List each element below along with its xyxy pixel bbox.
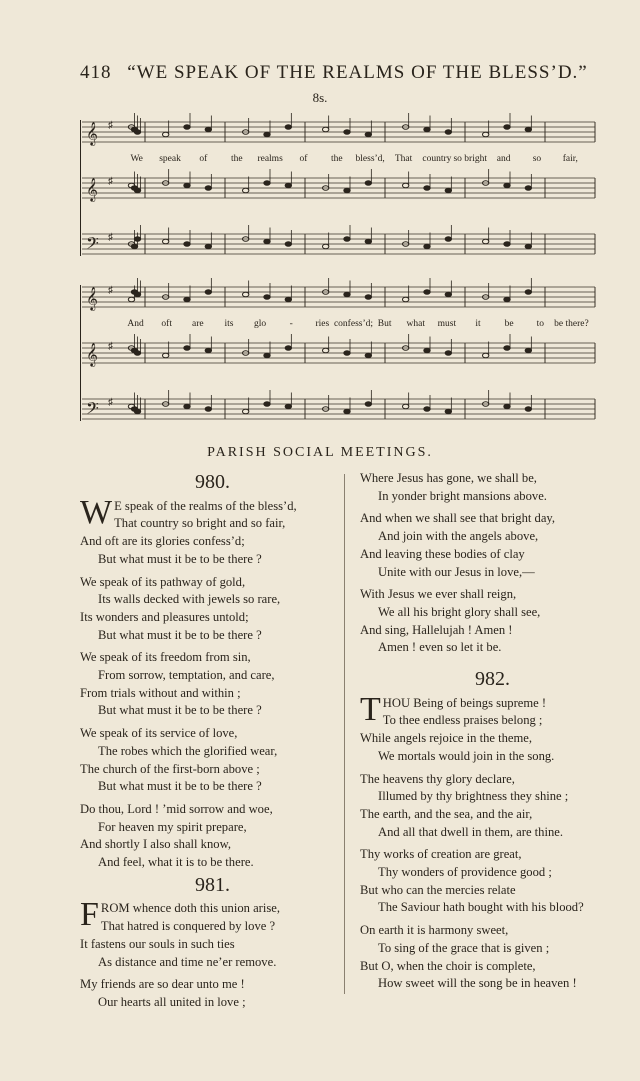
note-head (402, 297, 408, 302)
verse-line: We mortals would join in the song. (378, 748, 555, 763)
stanza (80, 976, 345, 1011)
lyric-word: to (536, 319, 544, 329)
key-signature-sharp-icon: ♯ (108, 397, 113, 408)
verse-line: And leaving these bodies of clay (360, 546, 525, 561)
note-head (525, 244, 531, 249)
lyric-word: realms (257, 154, 283, 164)
note-head (134, 409, 140, 414)
verse-line: We speak of its freedom from sin, (80, 650, 251, 665)
note-head (504, 183, 510, 188)
note-head (285, 125, 291, 130)
verse-line: We speak of its pathway of gold, (80, 574, 246, 589)
verse-line: In yonder bright mansions above. (378, 488, 547, 503)
note-head (445, 409, 451, 414)
note-head (424, 244, 430, 249)
lyric-word: the (230, 154, 243, 164)
note-head (264, 353, 270, 358)
verse-line: Thy works of creation are great, (360, 847, 522, 862)
note-head (285, 183, 291, 188)
verse-line: Our hearts all united in love ; (98, 994, 246, 1009)
note-head (134, 292, 140, 297)
lyric-word: glo (254, 319, 267, 329)
note-head (184, 125, 190, 130)
note-head (365, 181, 371, 186)
stanza (360, 586, 625, 657)
hymn-981-continued (360, 470, 625, 657)
verse-line: With Jesus we ever shall reign, (360, 587, 517, 602)
note-head (402, 183, 408, 188)
left-column (80, 470, 345, 1017)
note-head (242, 188, 248, 193)
lyric-word: it (475, 319, 481, 329)
note-head (482, 239, 488, 244)
note-head (205, 244, 211, 249)
note-head (264, 132, 270, 137)
stanza (80, 725, 345, 796)
verse-line: Thy wonders of providence good ; (378, 865, 552, 880)
note-head (285, 346, 291, 351)
key-signature-sharp-icon: ♯ (108, 341, 113, 352)
note-head (242, 292, 248, 297)
lyric-word: and (496, 154, 511, 164)
note-head (344, 188, 350, 193)
right-column (360, 470, 625, 998)
verse-line: The church of the first-born above ; (80, 761, 260, 776)
note-head (445, 237, 451, 242)
verse-line: And feel, what it is to be there. (98, 855, 254, 870)
hymn-980 (80, 493, 345, 872)
note-head (482, 353, 488, 358)
note-head (525, 348, 531, 353)
verse-line: Its walls decked with jewels so rare, (98, 592, 281, 607)
verse-line: For heaven my spirit prepare, (98, 819, 247, 834)
hymn-982 (360, 690, 625, 993)
stanza (80, 574, 345, 645)
page-header (80, 62, 600, 84)
note-head (424, 348, 430, 353)
note-head (424, 290, 430, 295)
lyric-word: so (532, 154, 542, 164)
verse-line: And join with the angels above, (378, 529, 539, 544)
lyric-word: so bright (453, 154, 488, 164)
hymn-981 (80, 896, 345, 1011)
verse-line: But O, when the choir is complete, (360, 958, 536, 973)
note-head (344, 351, 350, 356)
note-head (134, 188, 140, 193)
lyric-word: fair, (562, 154, 578, 164)
lyric-word: what (406, 319, 426, 329)
verse-line: That hatred is conquered by love ? (100, 919, 276, 934)
lyric-word: the (331, 154, 343, 164)
note-head (445, 292, 451, 297)
key-signature-sharp-icon: ♯ (108, 232, 113, 243)
note-head (162, 239, 168, 244)
note-head (322, 348, 328, 353)
note-head (184, 404, 190, 409)
treble-clef-icon: 𝄞 (86, 342, 98, 366)
verse-line: From sorrow, temptation, and care, (98, 668, 275, 683)
verse-line: And all that dwell in them, are thine. (378, 824, 564, 839)
verse-line: And shortly I also shall know, (80, 837, 231, 852)
verse-line: From trials without and within ; (80, 685, 241, 700)
note-head (365, 239, 371, 244)
verse-line: And sing, Hallelujah ! Amen ! (360, 622, 513, 637)
note-head (205, 127, 211, 132)
page-number: 418 (80, 62, 112, 83)
note-head (205, 290, 211, 295)
verse-line: That country so bright and so fair, (114, 516, 286, 531)
note-head (402, 404, 408, 409)
note-head (365, 353, 371, 358)
page-title: “WE SPEAK OF THE REALMS OF THE BLESS’D.” (127, 62, 588, 83)
lyric-word: We (130, 154, 143, 164)
section-title: PARISH SOCIAL MEETINGS. (207, 445, 433, 460)
note-head (344, 409, 350, 414)
note-head (162, 132, 168, 137)
note-head (424, 407, 430, 412)
stanza (80, 896, 345, 971)
hymn-number: 982. (475, 668, 510, 691)
lyric-word: of (299, 154, 308, 164)
note-head (205, 407, 211, 412)
verse-line: To sing of the grace that is given ; (378, 940, 550, 955)
lyric-word: And (127, 319, 144, 329)
verse-line: The Saviour hath bought with his blood? (378, 900, 584, 915)
note-head (504, 125, 510, 130)
verse-line: We all his bright glory shall see, (378, 604, 541, 619)
note-head (322, 244, 328, 249)
note-head (482, 132, 488, 137)
verse-line: And oft are its glories confess’d; (80, 534, 245, 549)
treble-clef-icon: 𝄞 (86, 286, 98, 310)
treble-clef-icon: 𝄞 (86, 177, 98, 201)
lyric-word: That (394, 154, 413, 164)
note-head (184, 346, 190, 351)
note-head (424, 127, 430, 132)
note-head (445, 351, 451, 356)
note-head (344, 292, 350, 297)
note-head (525, 186, 531, 191)
note-head (285, 297, 291, 302)
stanza (80, 801, 345, 872)
stanza (80, 493, 345, 569)
key-signature-sharp-icon: ♯ (108, 285, 113, 296)
note-head (264, 295, 270, 300)
verse-line: But what must it be to be there ? (98, 551, 262, 566)
verse-line: HOU Being of beings supreme ! (382, 695, 547, 710)
verse-line: ROM whence doth this union arise, (100, 901, 281, 916)
note-head (365, 295, 371, 300)
note-head (242, 409, 248, 414)
music-score (80, 112, 600, 432)
note-head (205, 348, 211, 353)
lyric-word: ries (315, 319, 330, 329)
stanza (360, 470, 625, 505)
note-head (504, 242, 510, 247)
verse-line: The robes which the glorified wear, (98, 743, 278, 758)
lyric-word: oft (161, 319, 172, 329)
verse-line: The earth, and the sea, and the air, (360, 806, 533, 821)
lyric-word: must (437, 319, 457, 329)
note-head (131, 244, 137, 249)
note-head (322, 127, 328, 132)
note-head (184, 297, 190, 302)
verse-line: On earth it is harmony sweet, (360, 923, 509, 938)
verse-line: We speak of its service of love, (80, 726, 238, 741)
note-head (504, 404, 510, 409)
note-head (365, 132, 371, 137)
stanza (360, 510, 625, 581)
drop-cap: F (80, 896, 99, 934)
verse-line: But who can the mercies relate (360, 882, 516, 897)
verse-line: To thee endless praises belong ; (382, 713, 543, 728)
drop-cap: W (80, 493, 113, 531)
stanza (360, 846, 625, 917)
verse-line: But what must it be to be there ? (98, 703, 262, 718)
note-head (205, 186, 211, 191)
verse-line: Unite with our Jesus in love,— (378, 564, 535, 579)
verse-line: My friends are so dear unto me ! (80, 977, 245, 992)
note-head (525, 127, 531, 132)
stanza (360, 922, 625, 993)
lyric-word: bless’d, (355, 154, 385, 164)
note-head (264, 402, 270, 407)
note-head (134, 130, 140, 135)
note-head (285, 404, 291, 409)
lyric-word: of (199, 154, 208, 164)
verse-line: E speak of the realms of the bless’d, (114, 498, 297, 513)
stanza (80, 649, 345, 720)
note-head (504, 297, 510, 302)
verse-line: Amen ! even so let it be. (378, 640, 502, 655)
verse-line: Do thou, Lord ! ’mid sorrow and woe, (80, 801, 273, 816)
stanza (360, 690, 625, 766)
note-head (525, 290, 531, 295)
note-head (264, 239, 270, 244)
note-head (445, 188, 451, 193)
stanza (360, 771, 625, 842)
note-head (344, 130, 350, 135)
verse-line: And when we shall see that bright day, (360, 511, 556, 526)
verse-line: Where Jesus has gone, we shall be, (360, 471, 537, 485)
note-head (128, 297, 134, 302)
verse-line: Its wonders and pleasures untold; (80, 609, 249, 624)
lyric-word: are (192, 319, 204, 329)
lyric-word: But (377, 319, 392, 329)
lyric-word: country (422, 154, 452, 164)
hymn-number: 980. (195, 471, 230, 493)
treble-clef-icon: 𝄞 (86, 121, 98, 145)
lyric-word: be there? (554, 319, 589, 329)
note-head (445, 130, 451, 135)
verse-line: As distance and time ne’er remove. (98, 954, 277, 969)
lyric-word: speak (159, 154, 181, 164)
verse-line: How sweet will the song be in heaven ! (378, 976, 577, 991)
note-head (134, 351, 140, 356)
hymn-number: 981. (195, 873, 230, 896)
key-signature-sharp-icon: ♯ (108, 120, 113, 131)
verse-line: While angels rejoice in the theme, (360, 731, 533, 746)
note-head (525, 407, 531, 412)
bass-clef-icon: 𝄢 (86, 233, 99, 257)
verse-line: But what must it be to be there ? (98, 779, 262, 794)
verse-line: Illumed by thy brightness they shine ; (378, 789, 569, 804)
meter-label: 8s. (312, 90, 328, 105)
note-head (365, 402, 371, 407)
lyric-word: its (224, 319, 234, 329)
drop-cap: T (360, 690, 381, 728)
note-head (134, 237, 140, 242)
note-head (162, 353, 168, 358)
key-signature-sharp-icon: ♯ (108, 176, 113, 187)
lyric-word: confess’d; (333, 319, 374, 329)
note-head (344, 237, 350, 242)
note-head (184, 242, 190, 247)
verse-line: The heavens thy glory declare, (360, 771, 515, 786)
note-head (504, 346, 510, 351)
verse-line: It fastens our souls in such ties (80, 936, 235, 951)
note-head (424, 186, 430, 191)
lyric-word: - (289, 319, 293, 329)
verse-line: But what must it be to be there ? (98, 627, 262, 642)
note-head (285, 242, 291, 247)
lyric-word: be (504, 319, 514, 329)
note-head (184, 183, 190, 188)
bass-clef-icon: 𝄢 (86, 398, 99, 422)
note-head (264, 181, 270, 186)
